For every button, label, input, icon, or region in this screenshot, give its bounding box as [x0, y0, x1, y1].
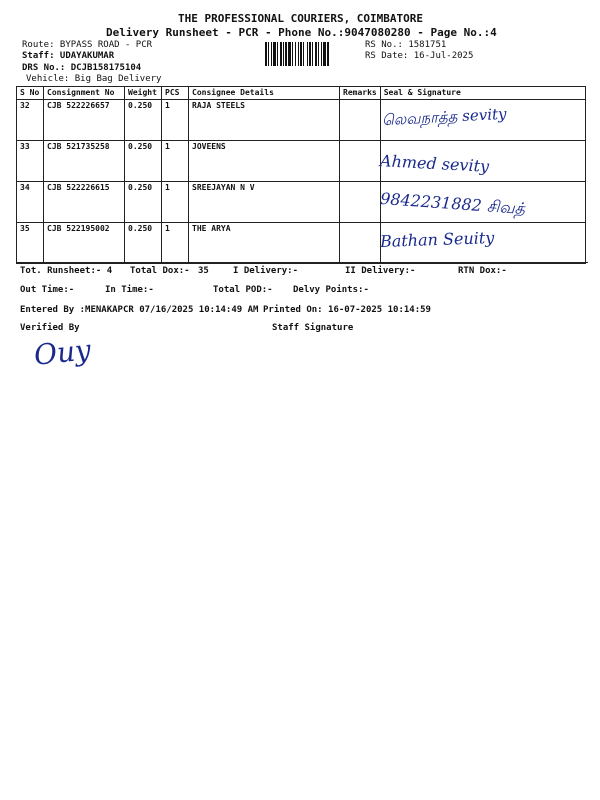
- cell-sno: 32: [17, 100, 44, 141]
- cell-pcs: 1: [162, 182, 189, 223]
- table-row: [17, 223, 586, 264]
- verifier-initials: Ouy: [32, 333, 93, 372]
- cell-weight: 0.250: [125, 141, 162, 182]
- cell-sno: 33: [17, 141, 44, 182]
- tot-runsheet: Tot. Runsheet:- 4: [20, 266, 113, 276]
- barcode-image: [265, 42, 361, 66]
- col-weight: Weight: [125, 87, 162, 100]
- table-header-row: [17, 87, 586, 100]
- printed-on: Printed On: 16-07-2025 10:14:59: [263, 305, 431, 315]
- cell-sno: 34: [17, 182, 44, 223]
- runsheet-title: Delivery Runsheet - PCR - Phone No.:9047080280 - Page No.:4: [106, 26, 497, 39]
- col-remarks: Remarks: [340, 87, 381, 100]
- in-time: In Time:-: [105, 285, 154, 295]
- cell-pcs: 1: [162, 223, 189, 264]
- col-signature: Seal & Signature: [380, 87, 585, 100]
- cell-pcs: 1: [162, 141, 189, 182]
- total-dox-label: Total Dox:-: [130, 266, 190, 276]
- col-consignee: Consignee Details: [189, 87, 340, 100]
- table-row: [17, 141, 586, 182]
- ii-delivery: II Delivery:-: [345, 266, 416, 276]
- cell-consignee: THE ARYA: [189, 223, 340, 264]
- rs-date: RS Date: 16-Jul-2025: [365, 51, 474, 61]
- rs-number: RS No.: 1581751: [365, 40, 447, 50]
- cell-remarks: [340, 100, 381, 141]
- total-dox-value: 35: [198, 266, 209, 276]
- staff-label: Staff: UDAYAKUMAR: [22, 51, 115, 61]
- vehicle-label: Vehicle: Big Bag Delivery: [26, 74, 162, 84]
- rtn-dox: RTN Dox:-: [458, 266, 507, 276]
- entered-by: Entered By :MENAKAPCR 07/16/2025 10:14:49 AM: [20, 305, 259, 315]
- cell-weight: 0.250: [125, 182, 162, 223]
- cell-consignee: SREEJAYAN N V: [189, 182, 340, 223]
- verified-by-label: Verified By: [20, 323, 80, 333]
- company-title: THE PROFESSIONAL COURIERS, COIMBATORE: [178, 12, 424, 25]
- col-pcs: PCS: [162, 87, 189, 100]
- cell-consignment: CJB 522226657: [44, 100, 125, 141]
- signature-row-34: 9842231882 சிவத்: [379, 188, 526, 219]
- summary-divider: [16, 262, 588, 263]
- total-pod: Total POD:-: [213, 285, 273, 295]
- cell-remarks: [340, 182, 381, 223]
- drs-number: DRS No.: DCJB158175104: [22, 63, 142, 73]
- cell-consignment: CJB 522226615: [44, 182, 125, 223]
- delvy-points: Delvy Points:-: [293, 285, 369, 295]
- staff-signature-label: Staff Signature: [272, 323, 354, 333]
- signature-row-35: Bathan Seuity: [379, 228, 495, 251]
- i-delivery: I Delivery:-: [233, 266, 299, 276]
- col-sno: S No: [17, 87, 44, 100]
- signature-row-32: லெவநாத்த sevity: [381, 104, 507, 130]
- cell-weight: 0.250: [125, 100, 162, 141]
- cell-remarks: [340, 223, 381, 264]
- cell-pcs: 1: [162, 100, 189, 141]
- cell-consignee: JOVEENS: [189, 141, 340, 182]
- cell-remarks: [340, 141, 381, 182]
- cell-sno: 35: [17, 223, 44, 264]
- cell-weight: 0.250: [125, 223, 162, 264]
- cell-consignment: CJB 521735258: [44, 141, 125, 182]
- route-label: Route: BYPASS ROAD - PCR: [22, 40, 153, 50]
- col-consignment: Consignment No: [44, 87, 125, 100]
- cell-consignee: RAJA STEELS: [189, 100, 340, 141]
- signature-row-33: Ahmed sevity: [379, 151, 490, 176]
- out-time: Out Time:-: [20, 285, 75, 295]
- cell-consignment: CJB 522195002: [44, 223, 125, 264]
